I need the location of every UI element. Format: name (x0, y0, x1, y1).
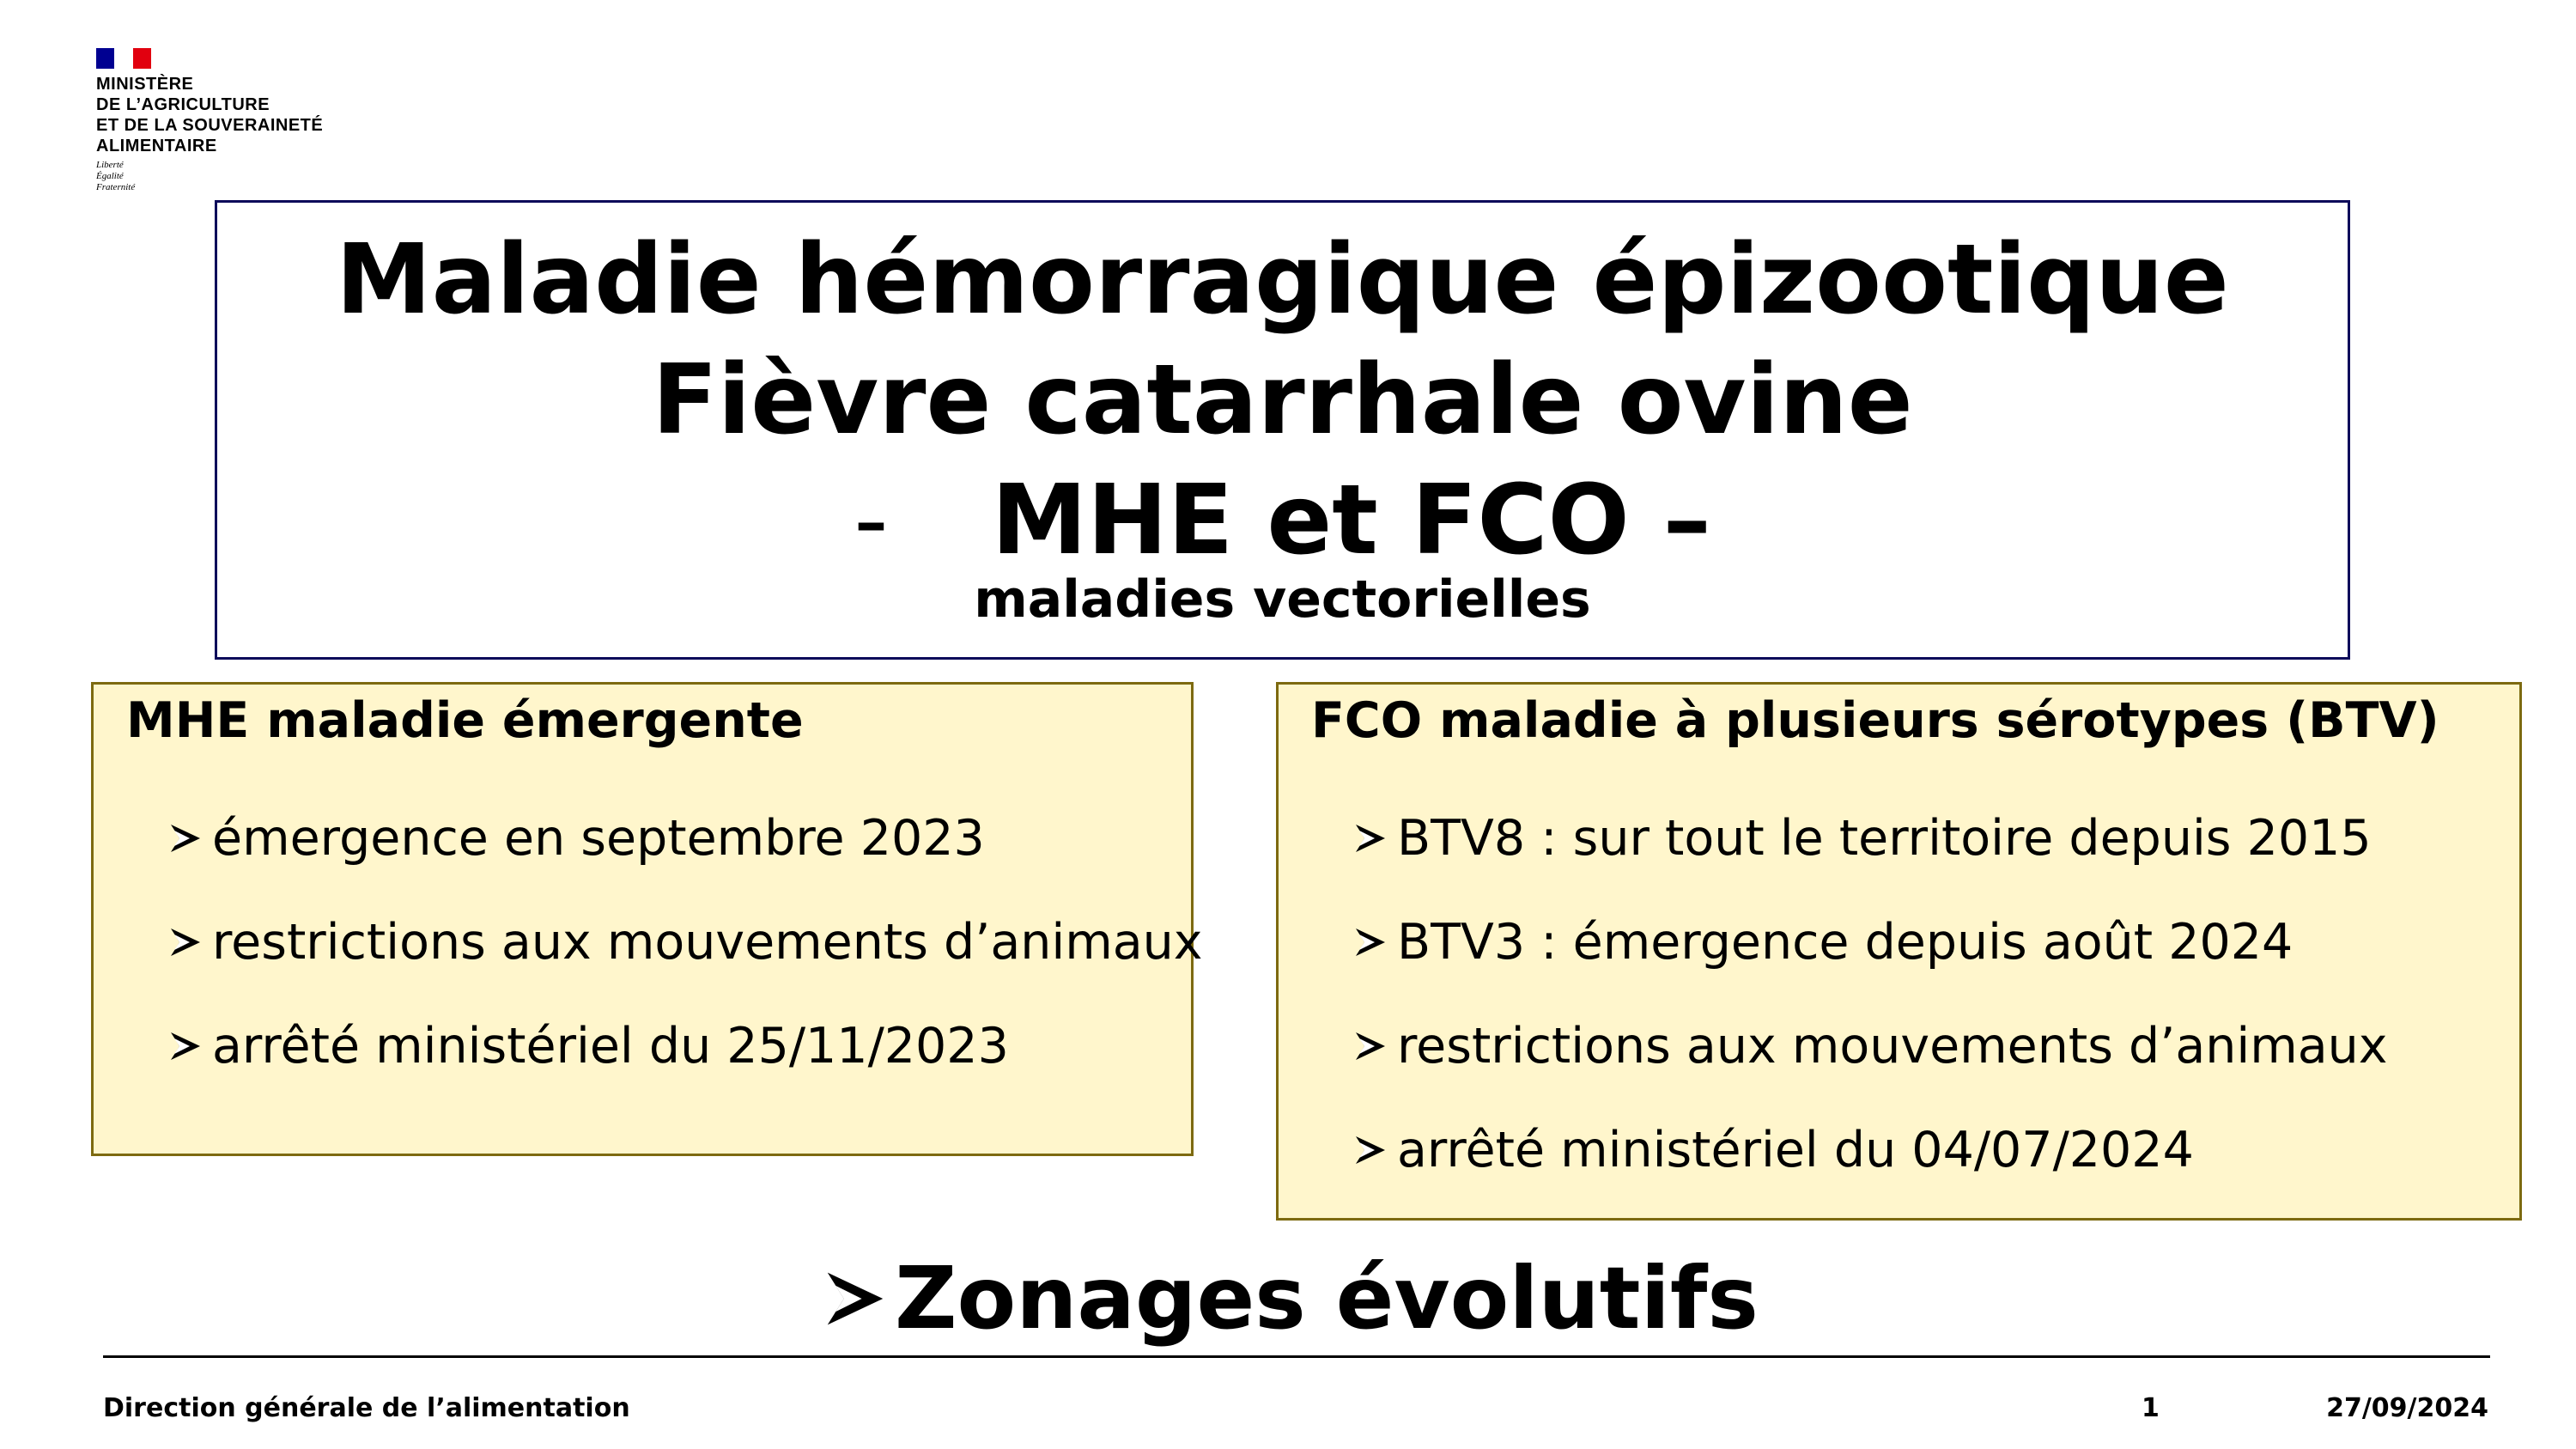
title-line-2: Fièvre catarrhale ovine (652, 344, 1913, 456)
french-flag-icon (96, 48, 151, 69)
arrow-bullet-icon (169, 1031, 212, 1062)
list-item (1354, 1098, 2388, 1202)
motto-line: Égalité (96, 171, 124, 181)
list-item (1354, 890, 2388, 994)
list-item (1354, 994, 2388, 1098)
footer-divider (103, 1355, 2490, 1358)
fco-box (1276, 682, 2522, 1221)
arrow-bullet-icon (1354, 823, 1397, 854)
list-item (169, 786, 1203, 890)
arrow-bullet-icon (169, 927, 212, 958)
list-item-text: arrêté ministériel du 04/07/2024 (1397, 1121, 2194, 1178)
page-number: 1 (2142, 1393, 2160, 1423)
list-item (169, 890, 1203, 994)
list-item-text: BTV8 : sur tout le territoire depuis 2015 (1397, 809, 2372, 867)
list-item (169, 994, 1203, 1098)
list-item-text: restrictions aux mouvements d’animaux (1397, 1017, 2388, 1075)
arrow-bullet-icon (1354, 927, 1397, 958)
ministry-name-line: MINISTÈRE (96, 75, 194, 94)
zonages-heading (824, 1247, 1759, 1350)
list-item-text: restrictions aux mouvements d’animaux (212, 913, 1203, 971)
arrow-bullet-icon (1354, 1135, 1397, 1166)
footer-date: 27/09/2024 (2326, 1393, 2488, 1423)
arrow-bullet-icon (824, 1269, 886, 1329)
list-item-text: arrêté ministériel du 25/11/2023 (212, 1017, 1009, 1075)
ministry-name (96, 74, 371, 156)
arrow-bullet-icon (169, 823, 212, 854)
ministry-name-line: DE L’AGRICULTURE (96, 95, 270, 114)
title-acronyms: MHE et FCO – (991, 465, 1711, 576)
subtitle: maladies vectorielles (974, 569, 1591, 630)
ministry-name-line: ALIMENTAIRE (96, 137, 217, 155)
mhe-box (91, 682, 1203, 1156)
ministry-logo (96, 48, 371, 193)
title-box (215, 200, 2350, 660)
title-line-1: Maladie hémorragique épizootique (336, 224, 2229, 336)
list-item (1354, 786, 2388, 890)
zonages-text: Zonages évolutifs (895, 1248, 1759, 1349)
title-line-3 (217, 460, 2348, 581)
arrow-bullet-icon (1354, 1031, 1397, 1062)
republic-motto (96, 160, 371, 193)
list-item-text: émergence en septembre 2023 (212, 809, 985, 867)
motto-line: Liberté (96, 160, 124, 170)
mhe-heading: MHE maladie émergente (126, 692, 804, 749)
motto-line: Fraternité (96, 182, 136, 192)
fco-heading: FCO maladie à plusieurs sérotypes (BTV) (1311, 692, 2439, 749)
list-item-text: BTV3 : émergence depuis août 2024 (1397, 913, 2293, 971)
ministry-name-line: ET DE LA SOUVERAINETÉ (96, 116, 324, 135)
title-dash: - (854, 465, 889, 576)
mhe-list (169, 786, 1203, 1098)
fco-list (1354, 786, 2388, 1202)
footer-directorate: Direction générale de l’alimentation (103, 1393, 630, 1423)
